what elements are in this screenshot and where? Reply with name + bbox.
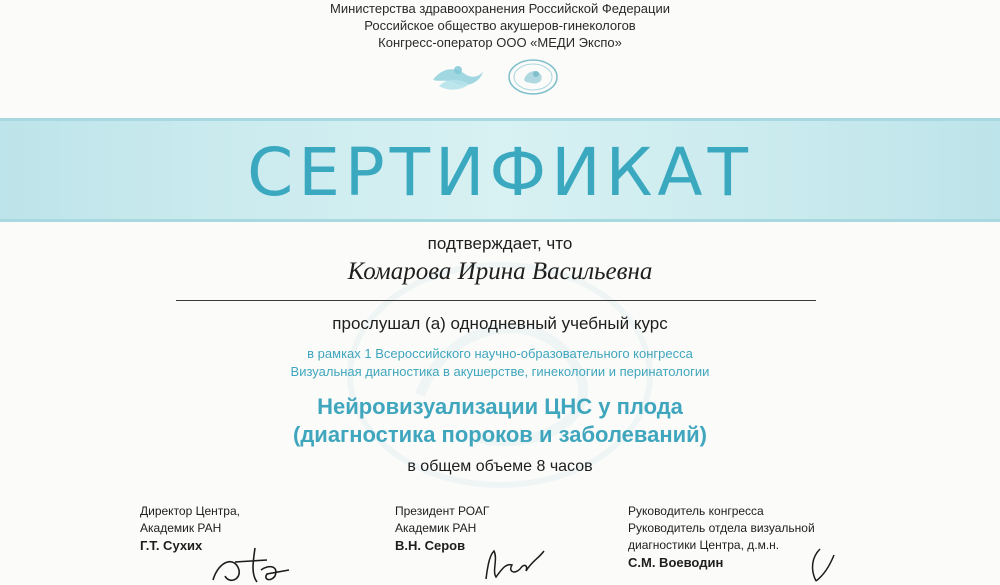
signer-congress-head <box>628 503 815 571</box>
organizer-line-operator: Конгресс-оператор ООО «МЕДИ Экспо» <box>378 35 622 50</box>
signer-title-line: Академик РАН <box>395 521 477 535</box>
topic-line-1: Нейровизуализации ЦНС у плода <box>317 394 683 419</box>
signer-title-line: диагностики Центра, д.м.н. <box>628 538 780 552</box>
course-topic <box>0 393 1000 449</box>
signer-president <box>395 503 489 554</box>
signer-title-line: Директор Центра, <box>140 504 240 518</box>
logos-row <box>425 56 575 98</box>
certificate-title: СЕРТИФИКАТ <box>247 134 753 211</box>
topic-line-2: (диагностика пороков и заболеваний) <box>293 422 707 447</box>
confirms-text: подтверждает, что <box>427 234 573 253</box>
course-text: прослушал (а) однодневный учебный курс <box>332 314 668 333</box>
signer-title-line: Академик РАН <box>140 521 222 535</box>
banner-top-edge <box>0 118 1000 121</box>
logos-graphic <box>425 56 575 98</box>
signer-name: Г.Т. Сухих <box>140 538 203 553</box>
signer-title-line: Руководитель отдела визуальной <box>628 521 815 535</box>
organizer-line-society: Российское общество акушеров-гинекологов <box>364 18 636 33</box>
society-logo-icon <box>433 66 483 90</box>
signer-name: С.М. Воеводин <box>628 555 724 570</box>
congress-line-2: Визуальная диагностика в акушерстве, гинекологии и перинатологии <box>290 364 710 379</box>
signer-title-line: Руководитель конгресса <box>628 504 764 518</box>
signer-director <box>140 503 240 554</box>
recipient-name: Комарова Ирина Васильевна <box>347 258 653 285</box>
signer-name: В.Н. Серов <box>395 538 466 553</box>
congress-line-1: в рамках 1 Всероссийского научно-образовательного конгресса <box>307 346 693 361</box>
congress-description <box>0 345 1000 381</box>
name-underline <box>176 300 816 301</box>
center-emblem-icon <box>509 60 557 94</box>
organizer-line-ministry: Министерства здравоохранения Российской Федерации <box>330 1 670 16</box>
signature-president <box>480 541 550 585</box>
signer-title-line: Президент РОАГ <box>395 504 490 518</box>
hours-text: в общем объеме 8 часов <box>407 458 593 475</box>
